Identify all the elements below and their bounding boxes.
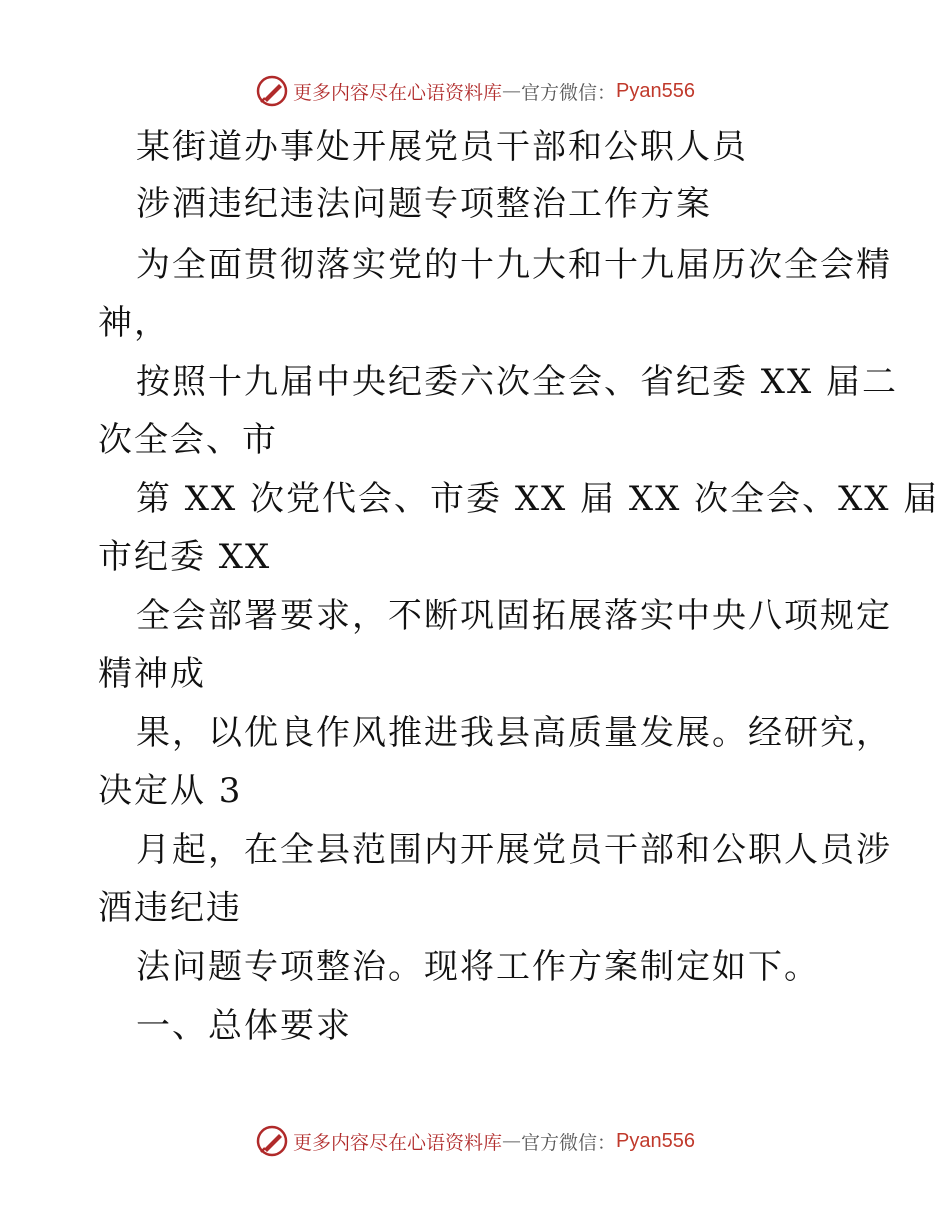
doc-paragraph-line: 决定从 3 [98, 771, 243, 811]
doc-paragraph-line: 法问题专项整治。现将工作方案制定如下。 [136, 947, 820, 987]
doc-paragraph-line: 次全会、市 [98, 420, 278, 460]
banner-dash: — [502, 80, 522, 102]
banner-dash: — [502, 1130, 522, 1152]
banner-main-text: 更多内容尽在心语资料库 [293, 1131, 503, 1154]
banner-wechat-id: Pyan556 [616, 1129, 695, 1152]
banner-main-text: 更多内容尽在心语资料库 [293, 81, 503, 104]
doc-title-line-1: 某街道办事处开展党员干部和公职人员 [136, 127, 748, 167]
doc-paragraph-line: 市纪委 XX [98, 537, 272, 577]
doc-paragraph-line: 全会部署要求，不断巩固拓展落实中央八项规定 [136, 596, 892, 636]
doc-paragraph-line: 神， [98, 303, 170, 343]
doc-section-heading: 一、总体要求 [136, 1006, 352, 1046]
doc-paragraph-line: 月起，在全县范围内开展党员干部和公职人员涉 [136, 830, 892, 870]
pen-logo-icon [255, 74, 289, 108]
doc-paragraph-line: 精神成 [98, 654, 206, 694]
doc-paragraph-line: 酒违纪违 [98, 888, 242, 928]
watermark-banner-bottom [0, 1121, 950, 1161]
banner-wechat-id: Pyan556 [616, 79, 695, 102]
doc-paragraph-line: 按照十九届中央纪委六次全会、省纪委 XX 届二 [136, 362, 899, 402]
pen-logo-icon [255, 1124, 289, 1158]
doc-paragraph-line: 为全面贯彻落实党的十九大和十九届历次全会精 [136, 245, 892, 285]
banner-label: 官方微信： [521, 81, 617, 104]
doc-title-line-2: 涉酒违纪违法问题专项整治工作方案 [136, 184, 712, 224]
doc-paragraph-line: 第 XX 次党代会、市委 XX 届 XX 次全会、XX 届 [136, 479, 940, 519]
watermark-banner-top [0, 71, 950, 111]
doc-paragraph-line: 果，以优良作风推进我县高质量发展。经研究， [136, 713, 892, 753]
banner-label: 官方微信： [521, 1131, 617, 1154]
